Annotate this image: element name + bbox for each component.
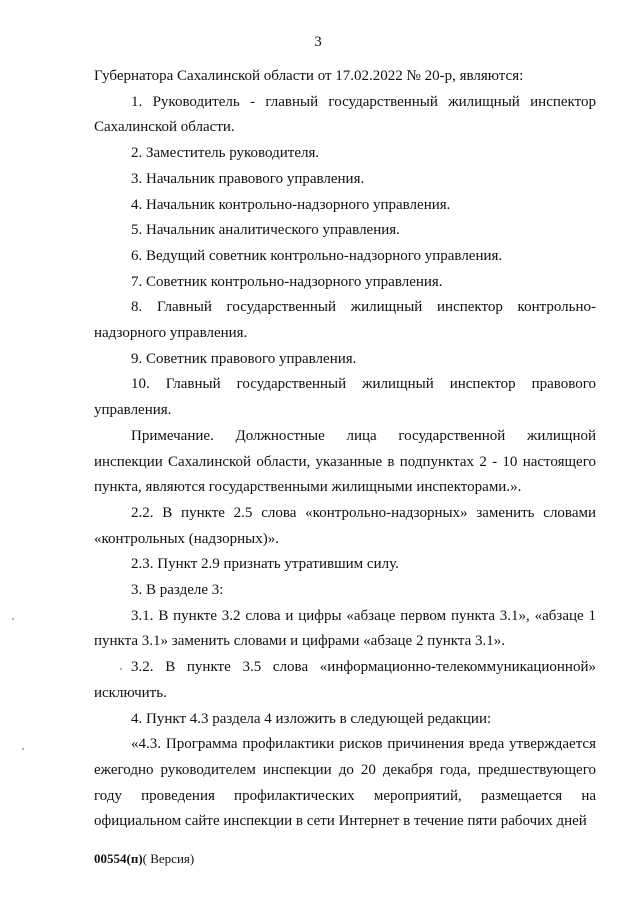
list-item-8: 8. Главный государственный жилищный инспектор контрольно-надзорного управления. xyxy=(94,299,596,342)
list-item-6: 6. Ведущий советник контрольно-надзорного управления. xyxy=(131,247,503,264)
document-footer xyxy=(94,851,194,867)
note-paragraph: Примечание. Должностные лица государственной жилищной инспекции Сахалинской области, указанные в подпунктах 2 - 10 настоящего пункта, являются государственными жилищными инспекторами.». xyxy=(94,427,596,496)
paragraph-2-3: 2.3. Пункт 2.9 признать утратившим силу. xyxy=(131,556,399,573)
page-number: 3 xyxy=(314,34,322,50)
document-body xyxy=(94,64,596,835)
paragraph-3-1: 3.1. В пункте 3.2 слова и цифры «абзаце первом пункта 3.1», «абзаце 1 пункта 3.1» заменить словами и цифрами «абзаце 2 пункта 3.1». xyxy=(94,607,596,650)
list-item-2: 2. Заместитель руководителя. xyxy=(131,145,320,162)
list-item-3: 3. Начальник правового управления. xyxy=(131,170,365,187)
list-item-1: 1. Руководитель - главный государственный жилищный инспектор Сахалинской области. xyxy=(94,93,596,136)
scan-speck xyxy=(22,748,24,750)
paragraph-3: 3. В разделе 3: xyxy=(131,582,224,599)
list-item-9: 9. Советник правового управления. xyxy=(131,350,357,367)
list-item-10: 10. Главный государственный жилищный инспектор правового управления. xyxy=(94,376,596,419)
paragraph-4-3: «4.3. Программа профилактики рисков причинения вреда утверждается ежегодно руководителем инспекции до 20 декабря года, предшествующего году проведения профилактических мероприятий, размещается на официальном сайте инспекции в сети Интернет в течение пяти рабочих дней xyxy=(94,736,596,830)
document-version: ( Версия) xyxy=(142,851,195,866)
paragraph-2-2: 2.2. В пункте 2.5 слова «контрольно-надзорных» заменить словами «контрольных (надзорных)». xyxy=(94,504,596,547)
document-code: 00554(п) xyxy=(94,851,143,866)
scan-speck xyxy=(12,618,14,620)
scan-speck xyxy=(120,668,122,670)
list-item-5: 5. Начальник аналитического управления. xyxy=(131,222,400,239)
paragraph-3-2: 3.2. В пункте 3.5 слова «информационно-телекоммуникационной» исключить. xyxy=(94,659,596,701)
list-item-7: 7. Советник контрольно-надзорного управления. xyxy=(131,273,443,290)
paragraph-intro: Губернатора Сахалинской области от 17.02.2022 № 20-р, являются: xyxy=(94,68,524,84)
list-item-4: 4. Начальник контрольно-надзорного управления. xyxy=(131,196,451,213)
paragraph-4: 4. Пункт 4.3 раздела 4 изложить в следующей редакции: xyxy=(131,710,492,727)
